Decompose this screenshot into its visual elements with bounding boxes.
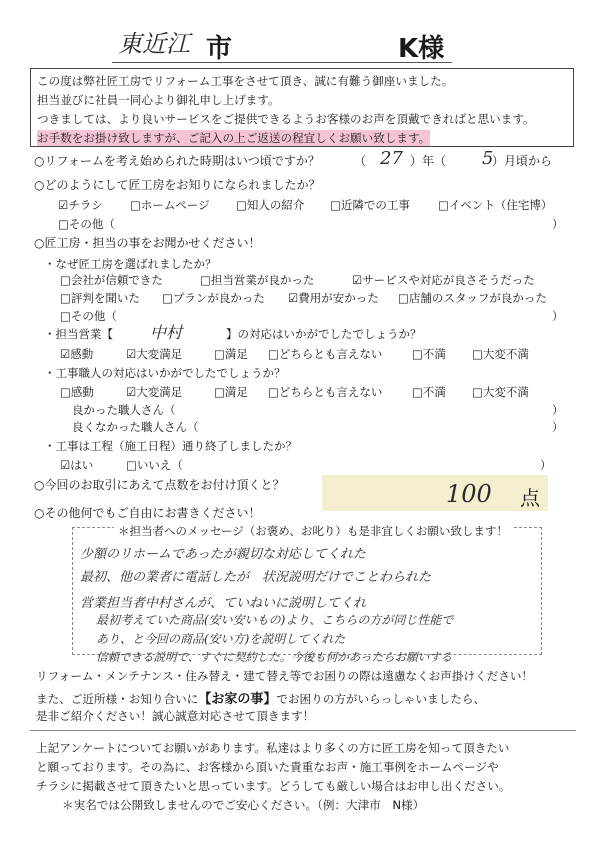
footer-line-2 — [36, 688, 485, 707]
q2-option-nearby[interactable]: □近隣での工事 — [330, 198, 410, 212]
q1-year-value[interactable]: 27 — [380, 148, 403, 169]
city-suffix: 市 — [206, 34, 233, 64]
q3-option-trust[interactable]: □会社が信頼できた — [60, 273, 163, 287]
message-line-5[interactable]: あり、と今回の商品(安い方)を説明してくれた — [96, 632, 346, 646]
q3-text: ○匠工房・担当の事をお聞かせください！ — [34, 236, 261, 250]
request-line-4: ＊実名では公開致しませんのでご安心ください。（例：大津市 N様） — [62, 798, 425, 812]
footer-line-2-pre: また、ご近所様・お知り合いに — [36, 692, 199, 706]
q3-option-plan[interactable]: □プランが良かった — [162, 291, 265, 305]
q2-option-other[interactable]: □その他（ — [58, 217, 115, 231]
q3-option-other[interactable]: □その他（ — [60, 309, 117, 323]
intro-line-2: 担当並びに社員一同心より御礼申し上げます。 — [37, 93, 280, 107]
footer-brand: 【お家の事】 — [198, 692, 277, 707]
q4-option-very-dissatisfied[interactable]: □大変不満 — [472, 347, 529, 361]
footer-line-2-post: でお困りの方がいらっしゃいましたら、 — [276, 692, 486, 706]
q7-text: ○今回のお取引にあえて点数をお付け頂くと？ — [34, 478, 285, 492]
message-line-3[interactable]: 営業担当者中村さんが、ていねいに説明してくれ — [80, 596, 367, 611]
q2-text: ○どのようにして匠工房をお知りになられましたか？ — [34, 178, 321, 192]
q3-sub: ・なぜ匠工房を選ばれましたか？ — [44, 257, 217, 271]
score-unit: 点 — [520, 486, 540, 510]
q4-option-neutral[interactable]: □どちらとも言えない — [268, 347, 383, 361]
q2-other-close: ） — [552, 217, 564, 231]
q4-suffix: 】の対応はいかがでしたでしょうか？ — [226, 327, 422, 341]
message-line-2[interactable]: 最初、他の業者に電話したが 状況説明だけでことわられた — [80, 570, 432, 585]
q4-option-very-satisfied[interactable]: ☑大変満足 — [126, 347, 183, 361]
request-line-2: と願っております。その為に、お客様から頂いた貴重なお声・施工事例をホームページや — [36, 760, 499, 774]
q5-good-craftsman[interactable]: 良かった職人さん（ — [72, 403, 176, 417]
q6-text: ・工事は工程（施工日程）通り終了しましたか？ — [44, 439, 297, 453]
q1-open: （ — [354, 154, 367, 168]
q5-option-very-satisfied[interactable]: ☑大変満足 — [126, 385, 183, 399]
q3-option-sales[interactable]: □担当営業が良かった — [200, 273, 315, 287]
q3-option-staff[interactable]: □店舗のスタッフが良かった — [398, 291, 547, 305]
q2-option-homepage[interactable]: □ホームページ — [130, 198, 210, 212]
q4-sales-name[interactable]: 中村 — [150, 323, 183, 342]
q6-close: ） — [540, 458, 552, 472]
q5-option-neutral[interactable]: □どちらとも言えない — [268, 385, 383, 399]
request-line-1: 上記アンケートについてお願いがあります。私達はより多くの方に匠工房を知って頂きたい — [36, 741, 510, 755]
q5-text: ・工事職人の対応はいかがでしたでしょうか？ — [44, 366, 286, 380]
q3-other-close: ） — [552, 309, 564, 323]
message-line-4[interactable]: 最初考えていた商品(安い安いもの)より、こちらの方が同じ性能で — [96, 613, 454, 627]
q6-option-no[interactable]: □いいえ（ — [126, 458, 183, 472]
q4-option-moved[interactable]: ☑感動 — [60, 347, 94, 361]
q2-option-event[interactable]: □イベント（住宅博） — [438, 198, 553, 212]
message-line-1[interactable]: 少額のリホームであったが親切な対応してくれた — [80, 547, 366, 562]
q5-bad-close: ） — [552, 420, 564, 434]
q1-month-label: ）月頃から — [492, 154, 553, 168]
message-box-title: ＊担当者へのメッセージ（お褒め、お叱り）も是非宜しくお願い致します！ — [114, 523, 512, 539]
q5-option-very-dissatisfied[interactable]: □大変不満 — [472, 385, 529, 399]
q2-option-flyer[interactable]: ☑チラシ — [58, 198, 103, 212]
score-value[interactable]: 100 — [446, 480, 492, 508]
score-box — [322, 475, 548, 511]
intro-line-4: お手数をお掛け致しますが、ご記入の上ご返送の程宜しくお願い致します。 — [37, 131, 431, 145]
header-underline — [112, 62, 452, 63]
q3-option-service[interactable]: ☑サービスや対応が良さそうだった — [352, 273, 535, 287]
intro-line-1: この度は弊社匠工房でリフォーム工事をさせて頂き、誠に有難う御座いました。 — [37, 74, 454, 88]
q3-option-reputation[interactable]: □評判を聞いた — [60, 291, 140, 305]
q1-text: ○リフォームを考え始められた時期はいつ頃ですか？ — [34, 154, 320, 168]
request-line-3: チラシに掲載させて頂きたいと思っています。どうしても厳しい場合はお申し出ください。 — [36, 779, 511, 793]
q1-year-label: ）年（ — [410, 154, 447, 168]
q5-option-dissatisfied[interactable]: □不満 — [412, 385, 446, 399]
footer-divider — [30, 730, 576, 731]
q4-option-dissatisfied[interactable]: □不満 — [412, 347, 446, 361]
q1-month-value[interactable]: 5 — [482, 148, 494, 169]
q4-prefix: ・担当営業【 — [44, 327, 113, 341]
intro-box — [30, 68, 574, 147]
footer-line-3: 是非ご紹介ください！誠心誠意対応させて頂きます！ — [36, 709, 315, 723]
q5-option-satisfied[interactable]: □満足 — [214, 385, 248, 399]
q5-bad-craftsman[interactable]: 良くなかった職人さん（ — [72, 420, 199, 434]
city-handwritten: 東近江 — [118, 30, 190, 58]
q2-option-friend[interactable]: □知人の紹介 — [236, 198, 305, 212]
q5-good-close: ） — [552, 403, 564, 417]
q3-option-cost[interactable]: ☑費用が安かった — [288, 291, 379, 305]
customer-name: K様 — [398, 34, 445, 64]
q4-option-satisfied[interactable]: □満足 — [214, 347, 248, 361]
q5-option-moved[interactable]: □感動 — [60, 385, 94, 399]
intro-line-3: つきましては、より良いサービスをご提供できるようお客様のお声を頂戴できればと思います。 — [37, 112, 535, 126]
message-line-6[interactable]: 信頼できる説明で、すぐに契約した。今後も何かあったらお願いする — [96, 650, 453, 664]
footer-line-1: リフォーム・メンテナンス・住み替え・建て替え等でお困りの際は遠慮なくお声掛けください！ — [36, 669, 534, 683]
q6-option-yes[interactable]: ☑はい — [60, 458, 94, 472]
q8-text: ○その他何でもご自由にお書きください！ — [34, 506, 261, 520]
